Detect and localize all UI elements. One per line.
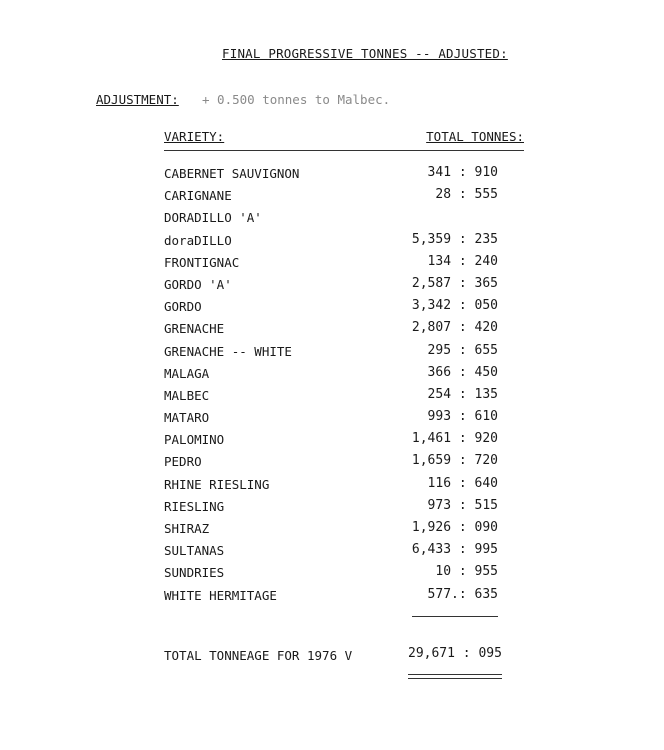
table-row bbox=[164, 565, 498, 587]
variety-tonnes: 134 : 240 bbox=[427, 253, 498, 269]
table-row bbox=[164, 255, 498, 277]
table-row bbox=[164, 344, 498, 366]
variety-name: PEDRO bbox=[164, 454, 202, 470]
subtotal-rule bbox=[412, 616, 498, 617]
variety-tonnes: 6,433 : 995 bbox=[411, 542, 498, 558]
table-row bbox=[164, 410, 498, 432]
variety-tonnes: 2,807 : 420 bbox=[411, 320, 498, 336]
variety-name: MALBEC bbox=[164, 387, 210, 403]
table-row bbox=[164, 454, 498, 476]
table-row bbox=[164, 432, 498, 454]
total-double-rule bbox=[408, 674, 502, 679]
variety-name: doraDILLO bbox=[164, 232, 232, 248]
total-label: TOTAL TONNEAGE FOR 1976 V bbox=[164, 648, 353, 663]
table-row bbox=[164, 277, 498, 299]
adjustment-label: ADJUSTMENT: bbox=[96, 92, 179, 107]
variety-name: CARIGNANE bbox=[164, 188, 232, 204]
variety-name: GORDO 'A' bbox=[164, 276, 232, 292]
variety-tonnes: 2,587 : 365 bbox=[411, 275, 498, 291]
table-row bbox=[164, 499, 498, 521]
page-title: FINAL PROGRESSIVE TONNES -- ADJUSTED: bbox=[222, 46, 508, 61]
variety-name: SUNDRIES bbox=[164, 565, 225, 581]
variety-tonnes: 993 : 610 bbox=[427, 409, 498, 425]
variety-tonnes: 366 : 450 bbox=[427, 364, 498, 380]
table-row bbox=[164, 543, 498, 565]
table-row bbox=[164, 233, 498, 255]
table-row bbox=[164, 588, 498, 610]
variety-tonnes: 295 : 655 bbox=[427, 342, 498, 358]
variety-name: FRONTIGNAC bbox=[164, 254, 240, 270]
table-row bbox=[164, 477, 498, 499]
table-header bbox=[164, 129, 524, 151]
variety-name: RIESLING bbox=[164, 498, 225, 514]
header-variety: VARIETY: bbox=[164, 129, 225, 144]
variety-name: MATARO bbox=[164, 410, 210, 426]
variety-name: MALAGA bbox=[164, 365, 210, 381]
variety-name: SHIRAZ bbox=[164, 521, 210, 536]
variety-name: PALOMINO bbox=[164, 432, 225, 448]
header-total-tonnes: TOTAL TONNES: bbox=[426, 129, 524, 144]
table-row bbox=[164, 166, 498, 188]
variety-tonnes: 10 : 955 bbox=[435, 564, 498, 580]
variety-tonnes: 1,659 : 720 bbox=[411, 453, 498, 469]
variety-name: SULTANAS bbox=[164, 543, 225, 559]
table-row bbox=[164, 299, 498, 321]
variety-tonnes: 1,461 : 920 bbox=[411, 431, 498, 447]
variety-name: GRENACHE -- WHITE bbox=[164, 343, 292, 359]
table-row bbox=[164, 210, 498, 232]
variety-name: CABERNET SAUVIGNON bbox=[164, 166, 300, 181]
variety-table bbox=[164, 166, 498, 610]
variety-tonnes: 341 : 910 bbox=[427, 165, 498, 180]
variety-tonnes: 973 : 515 bbox=[427, 497, 498, 513]
variety-tonnes: 5,359 : 235 bbox=[411, 231, 498, 247]
variety-tonnes: 254 : 135 bbox=[427, 386, 498, 402]
adjustment-text: + 0.500 tonnes to Malbec. bbox=[202, 92, 391, 107]
table-row bbox=[164, 188, 498, 210]
table-row bbox=[164, 388, 498, 410]
total-value: 29,671 : 095 bbox=[408, 646, 502, 661]
variety-name: GRENACHE bbox=[164, 321, 225, 337]
variety-tonnes: 28 : 555 bbox=[435, 187, 498, 203]
table-row bbox=[164, 521, 498, 543]
variety-tonnes: 1,926 : 090 bbox=[411, 520, 498, 535]
variety-tonnes: 116 : 640 bbox=[427, 475, 498, 491]
variety-name: DORADILLO 'A' bbox=[164, 210, 262, 226]
variety-name: WHITE HERMITAGE bbox=[164, 587, 277, 603]
variety-tonnes: 3,342 : 050 bbox=[411, 298, 498, 314]
variety-tonnes: 577.: 635 bbox=[427, 586, 498, 602]
variety-name: GORDO bbox=[164, 299, 202, 315]
table-row bbox=[164, 321, 498, 343]
table-row bbox=[164, 366, 498, 388]
variety-name: RHINE RIESLING bbox=[164, 476, 270, 492]
